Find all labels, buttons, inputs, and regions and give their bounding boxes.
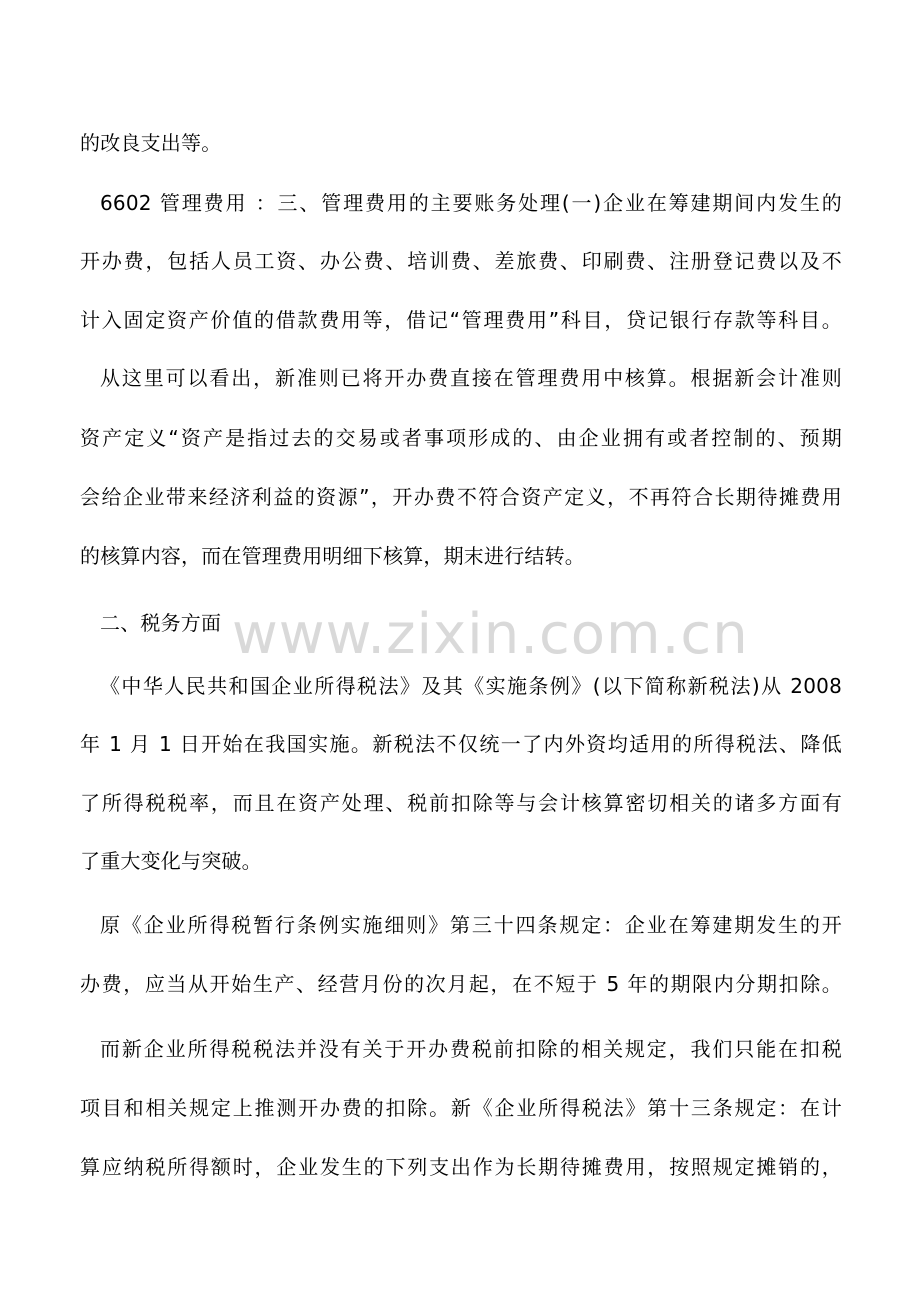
text-line: 计入固定资产价值的借款费用等，借记“管理费用”科目，贷记银行存款等科目。	[80, 308, 842, 332]
text-line: 了所得税税率，而且在资产处理、税前扣除等与会计核算密切相关的诸多方面有	[80, 791, 842, 815]
text-line: 开办费，包括人员工资、办公费、培训费、差旅费、印刷费、注册登记费以及不	[80, 249, 842, 273]
text-line: 项目和相关规定上推测开办费的扣除。新《企业所得税法》第十三条规定：在计	[80, 1096, 842, 1120]
text-line: 原《企业所得税暂行条例实施细则》第三十四条规定：企业在筹建期发生的开	[100, 913, 842, 937]
text-line: 了重大变化与突破。	[80, 849, 262, 873]
text-line: 《中华人民共和国企业所得税法》及其《实施条例》(以下简称新税法)从 2008	[100, 674, 842, 698]
text-line: 年 1 月 1 日开始在我国实施。新税法不仅统一了内外资均适用的所得税法、降低	[80, 732, 842, 756]
text-line: 的改良支出等。	[80, 131, 222, 155]
text-line: 资产定义“资产是指过去的交易或者事项形成的、由企业拥有或者控制的、预期	[80, 426, 842, 450]
section-heading: 二、税务方面	[100, 611, 222, 635]
text-line: 6602 管理费用 ：三、管理费用的主要账务处理(一)企业在筹建期间内发生的	[100, 191, 842, 215]
watermark: www.zixin.com.cn	[232, 602, 749, 667]
text-line: 而新企业所得税税法并没有关于开办费税前扣除的相关规定，我们只能在扣税	[100, 1037, 842, 1061]
text-line: 办费，应当从开始生产、经营月份的次月起，在不短于 5 年的期限内分期扣除。	[80, 972, 842, 996]
text-line: 的核算内容，而在管理费用明细下核算，期末进行结转。	[80, 544, 585, 568]
text-line: 算应纳税所得额时，企业发生的下列支出作为长期待摊费用，按照规定摊销的，	[80, 1155, 842, 1179]
text-line: 从这里可以看出，新准则已将开办费直接在管理费用中核算。根据新会计准则	[100, 366, 842, 390]
text-line: 会给企业带来经济利益的资源”，开办费不符合资产定义，不再符合长期待摊费用	[80, 485, 842, 509]
